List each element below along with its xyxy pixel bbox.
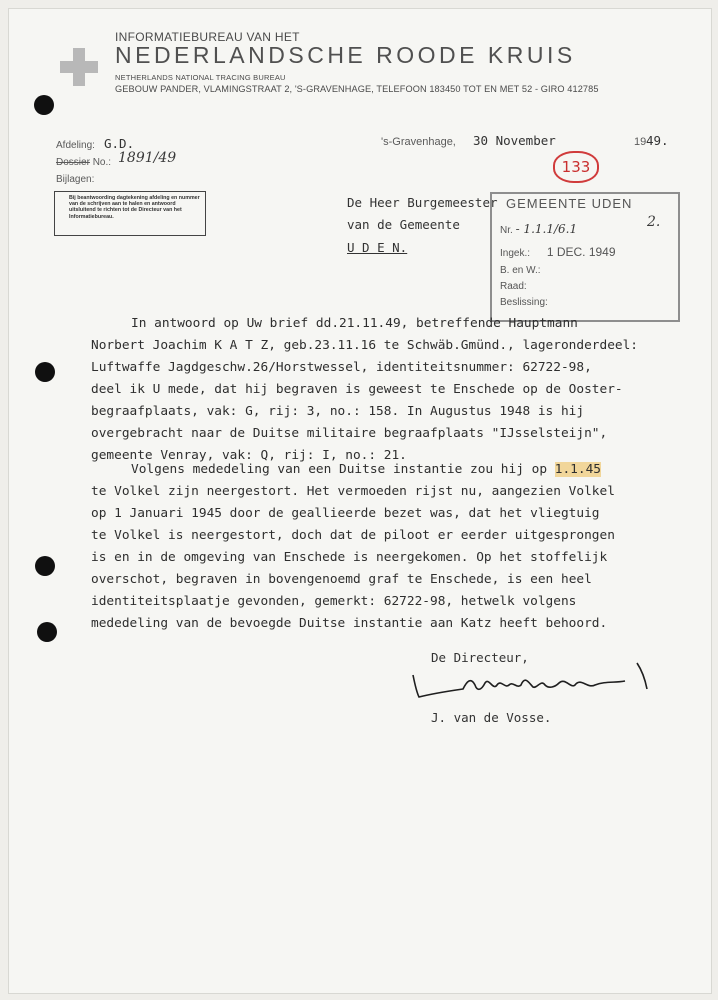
addressee-line3: U D E N. xyxy=(347,240,408,255)
bijlagen-label: Bijlagen: xyxy=(56,174,95,185)
stamp-ingek-row xyxy=(500,245,616,259)
body-line-7: gemeente Venray, vak: Q, rij: I, no.: 21. xyxy=(91,448,407,463)
stamp-ingek-value: 1 DEC. 1949 xyxy=(546,245,616,259)
paper-sheet xyxy=(8,8,712,994)
stamp-title: GEMEENTE UDEN xyxy=(506,196,633,211)
reply-instruction-box: Bij beantwoording dagtekening afdeling en nummer van de schrijven aan te halen en antwoord uitsluitend te richten tot de Directeur van het Informatiebureau. xyxy=(54,191,206,236)
dossier-label xyxy=(56,157,111,168)
director-name: J. van de Vosse. xyxy=(431,710,552,725)
stamp-raad: Raad: xyxy=(500,281,527,292)
punch-hole-upper-mid xyxy=(35,362,55,382)
addressee-line1: De Heer Burgemeester xyxy=(347,195,498,210)
dossier-number: 1891/49 xyxy=(118,150,177,166)
body-line-6: overgebracht naar de Duitse militaire begraafplaats "IJsselsteijn", xyxy=(91,426,608,441)
stamp-margin-mark: 2. xyxy=(647,214,661,230)
place: 's-Gravenhage, xyxy=(381,136,456,148)
body-line-11: te Volkel is neergestort, doch dat de piloot er eerder uitgesprongen xyxy=(91,528,615,543)
afdeling-value: G.D. xyxy=(104,136,135,151)
addressee-line2: van de Gemeente xyxy=(347,217,460,232)
body-line-10: op 1 Januari 1945 door de geallieerde bezet was, dat het vliegtuig xyxy=(91,506,600,521)
no-label: No.: xyxy=(92,157,112,168)
body-line-4: deel ik U mede, dat hij begraven is geweest te Enschede op de Ooster- xyxy=(91,382,623,397)
body-line-8-text: Volgens mededeling van een Duitse instantie zou hij op xyxy=(131,462,548,477)
body-line-13-text: overschot, begraven in bovengenoemd graf te Enschede, is een xyxy=(91,572,554,587)
stamp-ingek-label: Ingek.: xyxy=(500,248,531,259)
dossier-struck: Dossier xyxy=(56,157,90,168)
body-line-9: te Volkel zijn neergestort. Het vermoeden rijst nu, aangezien Volkel xyxy=(91,484,615,499)
body-line-3: Luftwaffe Jagdgeschw.26/Horstwessel, identiteitsnummer: 62722-98, xyxy=(91,360,592,375)
body-line-5: begraafplaats, vak: G, rij: 3, no.: 158. In Augustus 1948 is hij xyxy=(91,404,585,419)
letterhead-address: GEBOUW PANDER, VLAMINGSTRAAT 2, 'S-GRAVENHAGE, TELEFOON 183450 TOT EN MET 52 - GIRO 412785 xyxy=(115,84,599,94)
reference-number-circle: 133 xyxy=(553,151,599,183)
stamp-nr-row xyxy=(500,222,577,236)
punch-hole-top xyxy=(34,95,54,115)
letterhead-line3: NETHERLANDS NATIONAL TRACING BUREAU xyxy=(115,73,286,82)
closing-title: De Directeur, xyxy=(431,650,529,665)
stamp-b-en-w: B. en W.: xyxy=(500,265,541,276)
punch-hole-bottom xyxy=(37,622,57,642)
body-line-2: Norbert Joachim K A T Z, geb.23.11.16 te Schwäb.Gmünd., lageronderdeel: xyxy=(91,338,639,353)
body-heel: heel xyxy=(560,572,592,587)
date: 30 November xyxy=(473,133,556,148)
stamp-nr-label: Nr. xyxy=(500,225,513,236)
red-cross-logo xyxy=(60,48,98,86)
letterhead-org: NEDERLANDSCHE ROODE KRUIS xyxy=(115,42,576,68)
letterhead-line1: INFORMATIEBUREAU VAN HET xyxy=(115,30,300,44)
stamp-beslissing: Beslissing: xyxy=(500,297,548,308)
director-signature xyxy=(405,655,665,705)
stamp-nr-value: - 1.1.1/6.1 xyxy=(515,222,578,236)
highlighted-date: 1.1.45 xyxy=(554,462,601,477)
year-suffix: 49. xyxy=(646,133,669,148)
body-line-12: is en in de omgeving van Enschede is neergekomen. Op het stoffelijk xyxy=(91,550,608,565)
body-line-8 xyxy=(131,462,601,477)
afdeling-label: Afdeling: xyxy=(56,140,95,151)
punch-hole-lower-mid xyxy=(35,556,55,576)
body-line-15: mededeling van de bevoegde Duitse instantie aan Katz heeft behoord. xyxy=(91,616,608,631)
body-line-1: In antwoord op Uw brief dd.21.11.49, betreffende Hauptmann xyxy=(131,316,578,331)
body-line-14: identiteitsplaatje gevonden, gemerkt: 62722-98, hetwelk volgens xyxy=(91,594,577,609)
year-prefix: 19 xyxy=(634,136,647,148)
body-line-13 xyxy=(91,572,592,587)
